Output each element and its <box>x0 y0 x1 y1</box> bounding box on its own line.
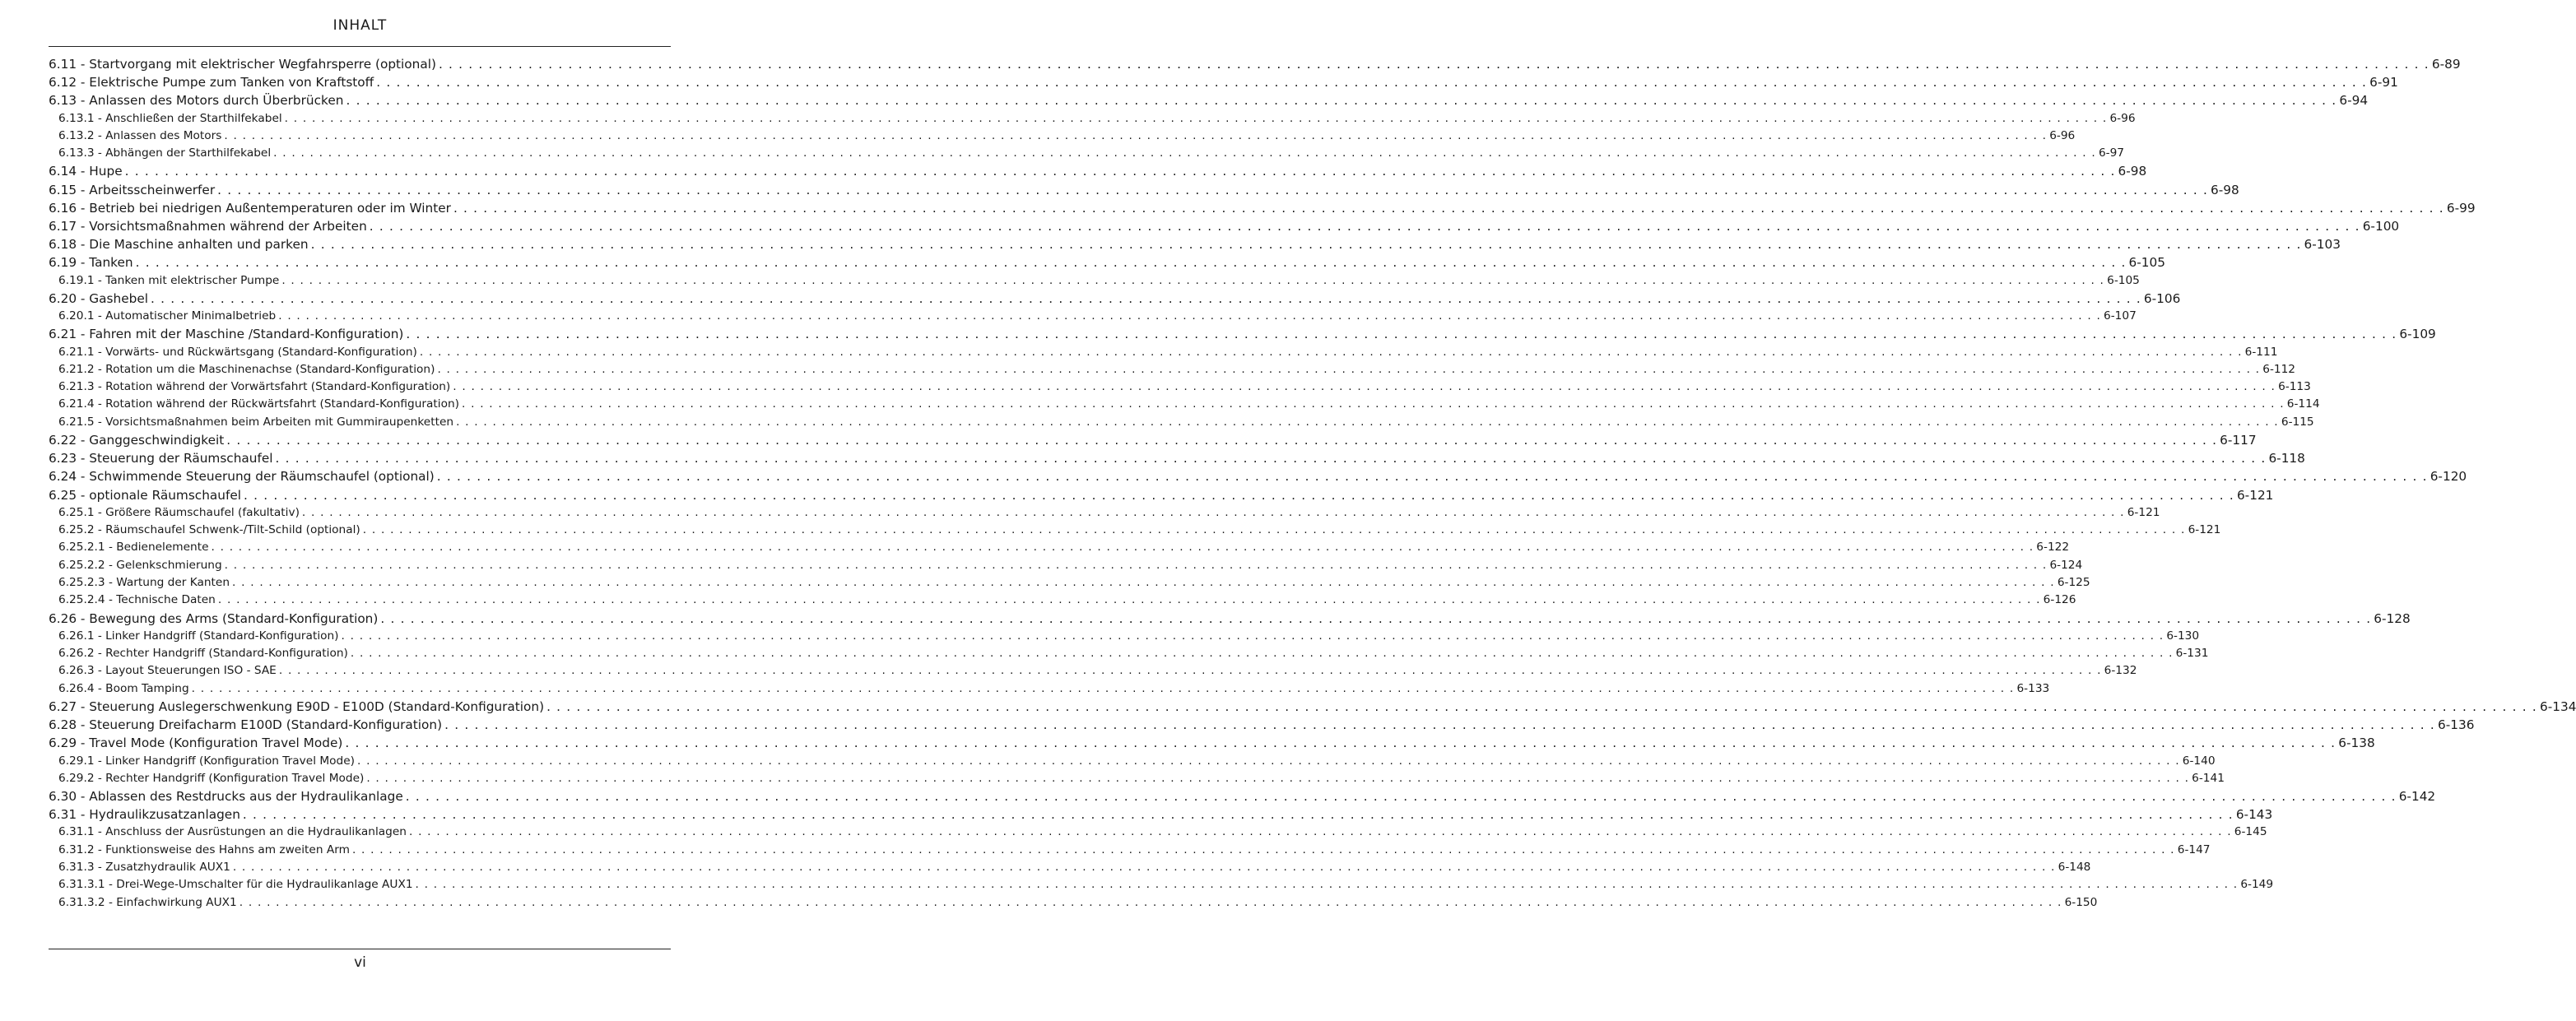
toc-entry-page: 6-121 <box>2188 523 2221 537</box>
toc-entry[interactable] <box>49 522 2221 539</box>
toc-entry[interactable] <box>49 467 2467 485</box>
dot-leader: . . . . . . . . . . . . . . . . . . . . . . . . . . . . . . . . . . . . . . . . . . . . . . . . . . . . . . . . . . . . . . . . . . . . . . . . . . . . . . . . . . . . . . . . . . . . . . . . . . . . . . . . . . . . . . . . . . . . . . . . . . . . . . . . . . . . . . . . . . . . . . . . . . . . . . . . . . . . . . . . . . . . . . . . . . . . . . . . . . . . . . . . . . . . . . . . . . . . . . . . <box>456 415 2279 429</box>
toc-entry-title: 6.26 - Bewegung des Arms (Standard-Konfiguration) <box>49 610 379 626</box>
dot-leader: . . . . . . . . . . . . . . . . . . . . . . . . . . . . . . . . . . . . . . . . . . . . . . . . . . . . . . . . . . . . . . . . . . . . . . . . . . . . . . . . . . . . . . . . . . . . . . . . . . . . . . . . . . . . . . . . . . . . . . . . . . . . . . . . . . . . . . . . . . . . . . . . . . . . . . . . . . . . . . . . . . . . . . . . . . . . . . . . . . . . . . . . . . . . . . . . . . . . . . . . <box>345 736 2337 751</box>
toc-entry[interactable] <box>49 753 2216 770</box>
toc-entry-page: 6-121 <box>2236 487 2274 503</box>
toc-entry[interactable] <box>49 628 2200 645</box>
toc-entry-title: 6.13.3 - Abhängen der Starthilfekabel <box>58 146 272 160</box>
dot-leader: . . . . . . . . . . . . . . . . . . . . . . . . . . . . . . . . . . . . . . . . . . . . . . . . . . . . . . . . . . . . . . . . . . . . . . . . . . . . . . . . . . . . . . . . . . . . . . . . . . . . . . . . . . . . . . . . . . . . . . . . . . . . . . . . . . . . . . . . . . . . . . . . . . . . . . . . . . . . . . . . . . . . . . . . . . . . . . . . . . . . . . . . . . . . . . . . . . . . . . . . <box>150 290 2141 306</box>
toc-entry[interactable] <box>49 162 2147 180</box>
toc-entry-page: 6-130 <box>2166 629 2200 643</box>
dot-leader: . . . . . . . . . . . . . . . . . . . . . . . . . . . . . . . . . . . . . . . . . . . . . . . . . . . . . . . . . . . . . . . . . . . . . . . . . . . . . . . . . . . . . . . . . . . . . . . . . . . . . . . . . . . . . . . . . . . . . . . . . . . . . . . . . . . . . . . . . . . . . . . . . . . . . . . . . . . . . . . . . . . . . . . . . . . . . . . . . . . . . . . . . . . . . . . . . . . . . . . . <box>362 523 2186 537</box>
toc-entry-title: 6.26.2 - Rechter Handgriff (Standard-Konfiguration) <box>58 647 348 661</box>
toc-entry-title: 6.23 - Steuerung der Räumschaufel <box>49 451 273 466</box>
dot-leader: . . . . . . . . . . . . . . . . . . . . . . . . . . . . . . . . . . . . . . . . . . . . . . . . . . . . . . . . . . . . . . . . . . . . . . . . . . . . . . . . . . . . . . . . . . . . . . . . . . . . . . . . . . . . . . . . . . . . . . . . . . . . . . . . . . . . . . . . . . . . . . . . . . . . . . . . . . . . . . . . . . . . . . . . . . . . . . . . . . . . . . . . . . . . . . . . . . . . . . . . <box>380 610 2372 626</box>
dot-leader: . . . . . . . . . . . . . . . . . . . . . . . . . . . . . . . . . . . . . . . . . . . . . . . . . . . . . . . . . . . . . . . . . . . . . . . . . . . . . . . . . . . . . . . . . . . . . . . . . . . . . . . . . . . . . . . . . . . . . . . . . . . . . . . . . . . . . . . . . . . . . . . . . . . . . . . . . . . . . . . . . . . . . . . . . . . . . . . . . . . . . . . . . . . . . . . . . . . . . . . . <box>232 861 2056 875</box>
toc-entry-page: 6-140 <box>2182 754 2216 768</box>
toc-entry[interactable] <box>49 290 2181 308</box>
toc-entry-title: 6.25.2 - Räumschaufel Schwenk-/Tilt-Schild (optional) <box>58 523 360 537</box>
toc-entry[interactable] <box>49 876 2274 893</box>
toc-entry-page: 6-138 <box>2338 736 2375 751</box>
dot-leader: . . . . . . . . . . . . . . . . . . . . . . . . . . . . . . . . . . . . . . . . . . . . . . . . . . . . . . . . . . . . . . . . . . . . . . . . . . . . . . . . . . . . . . . . . . . . . . . . . . . . . . . . . . . . . . . . . . . . . . . . . . . . . . . . . . . . . . . . . . . . . . . . . . . . . . . . . . . . . . . . . . . . . . . . . . . . . . . . . . . . . . . . . . . . . . . . . . . . . . . . <box>438 57 2430 72</box>
toc-entry-page: 6-98 <box>2118 164 2147 179</box>
toc-entry-title: 6.31.1 - Anschluss der Ausrüstungen an die Hydraulikanlagen <box>58 825 407 839</box>
toc-entry-title: 6.20 - Gashebel <box>49 290 148 306</box>
toc-entry-title: 6.28 - Steuerung Dreifacharm E100D (Standard-Konfiguration) <box>49 717 443 733</box>
toc-entry-title: 6.21.1 - Vorwärts- und Rückwärtsgang (Standard-Konfiguration) <box>58 345 417 359</box>
dot-leader: . . . . . . . . . . . . . . . . . . . . . . . . . . . . . . . . . . . . . . . . . . . . . . . . . . . . . . . . . . . . . . . . . . . . . . . . . . . . . . . . . . . . . . . . . . . . . . . . . . . . . . . . . . . . . . . . . . . . . . . . . . . . . . . . . . . . . . . . . . . . . . . . . . . . . . . . . . . . . . . . . . . . . . . . . . . . . . . . . . . . . . . . . . . . . . . . . . . . . . . . <box>350 647 2174 661</box>
dot-leader: . . . . . . . . . . . . . . . . . . . . . . . . . . . . . . . . . . . . . . . . . . . . . . . . . . . . . . . . . . . . . . . . . . . . . . . . . . . . . . . . . . . . . . . . . . . . . . . . . . . . . . . . . . . . . . . . . . . . . . . . . . . . . . . . . . . . . . . . . . . . . . . . . . . . . . . . . . . . . . . . . . . . . . . . . . . . . . . . . . . . . . . . . . . . . . . . . . . . . . . . <box>406 327 2397 342</box>
toc-entry-page: 6-106 <box>2143 290 2181 306</box>
page-number: vi <box>354 954 366 971</box>
toc-entry-page: 6-103 <box>2304 237 2341 253</box>
toc-entry-page: 6-121 <box>2127 505 2160 519</box>
dot-leader: . . . . . . . . . . . . . . . . . . . . . . . . . . . . . . . . . . . . . . . . . . . . . . . . . . . . . . . . . . . . . . . . . . . . . . . . . . . . . . . . . . . . . . . . . . . . . . . . . . . . . . . . . . . . . . . . . . . . . . . . . . . . . . . . . . . . . . . . . . . . . . . . . . . . . . . . . . . . . . . . . . . . . . . . . . . . . . . . . . . . . . . . . . . . . . . . . . . . . . . . <box>376 75 2368 90</box>
toc-entry-title: 6.21 - Fahren mit der Maschine /Standard-Konfiguration) <box>49 327 404 342</box>
toc-entry[interactable] <box>49 574 2090 592</box>
toc-entry[interactable] <box>49 787 2436 805</box>
toc-entry-title: 6.25.2.3 - Wartung der Kanten <box>58 575 230 589</box>
toc-entry-title: 6.26.3 - Layout Steuerungen ISO - SAE <box>58 664 277 678</box>
toc-entry[interactable] <box>49 73 2398 91</box>
dot-leader: . . . . . . . . . . . . . . . . . . . . . . . . . . . . . . . . . . . . . . . . . . . . . . . . . . . . . . . . . . . . . . . . . . . . . . . . . . . . . . . . . . . . . . . . . . . . . . . . . . . . . . . . . . . . . . . . . . . . . . . . . . . . . . . . . . . . . . . . . . . . . . . . . . . . . . . . . . . . . . . . . . . . . . . . . . . . . . . . . . . . . . . . . . . . . . . . . . . . . . . . <box>273 146 2096 160</box>
toc-entry[interactable] <box>49 253 2165 271</box>
toc-entry[interactable] <box>49 734 2375 752</box>
dot-leader: . . . . . . . . . . . . . . . . . . . . . . . . . . . . . . . . . . . . . . . . . . . . . . . . . . . . . . . . . . . . . . . . . . . . . . . . . . . . . . . . . . . . . . . . . . . . . . . . . . . . . . . . . . . . . . . . . . . . . . . . . . . . . . . . . . . . . . . . . . . . . . . . . . . . . . . . . . . . . . . . . . . . . . . . . . . . . . . . . . . . . . . . . . . . . . . . . . . . . . . . <box>351 842 2175 856</box>
toc-entry-page: 6-107 <box>2104 309 2137 323</box>
toc-entry-title: 6.14 - Hupe <box>49 164 123 179</box>
page-header-title: INHALT <box>332 17 388 34</box>
toc-entry-title: 6.15 - Arbeitsscheinwerfer <box>49 182 216 197</box>
toc-entry-title: 6.31.2 - Funktionsweise des Hahns am zweiten Arm <box>58 842 350 856</box>
toc-entry-page: 6-117 <box>2220 433 2257 448</box>
toc-entry[interactable] <box>49 486 2274 504</box>
toc-entry[interactable] <box>49 504 2160 522</box>
toc-entry-title: 6.29.2 - Rechter Handgriff (Konfiguration Travel Mode) <box>58 771 365 785</box>
dot-leader: . . . . . . . . . . . . . . . . . . . . . . . . . . . . . . . . . . . . . . . . . . . . . . . . . . . . . . . . . . . . . . . . . . . . . . . . . . . . . . . . . . . . . . . . . . . . . . . . . . . . . . . . . . . . . . . . . . . . . . . . . . . . . . . . . . . . . . . . . . . . . . . . . . . . . . . . . . . . . . . . . . . . . . . . . . . . . . . . . . . . . . . . . . . . . . . . . . . . . . . . <box>546 698 2537 714</box>
toc-entry-page: 6-112 <box>2262 362 2296 376</box>
toc-entry-page: 6-98 <box>2211 182 2239 197</box>
toc-entry-page: 6-120 <box>2430 469 2467 485</box>
toc-entry-page: 6-145 <box>2234 825 2267 839</box>
toc-entry-title: 6.25.2.2 - Gelenkschmierung <box>58 558 222 572</box>
dot-leader: . . . . . . . . . . . . . . . . . . . . . . . . . . . . . . . . . . . . . . . . . . . . . . . . . . . . . . . . . . . . . . . . . . . . . . . . . . . . . . . . . . . . . . . . . . . . . . . . . . . . . . . . . . . . . . . . . . . . . . . . . . . . . . . . . . . . . . . . . . . . . . . . . . . . . . . . . . . . . . . . . . . . . . . . . . . . . . . . . . . . . . . . . . . . . . . . . . . . . . . . <box>436 469 2428 485</box>
toc-entry[interactable] <box>49 378 2311 396</box>
dot-leader: . . . . . . . . . . . . . . . . . . . . . . . . . . . . . . . . . . . . . . . . . . . . . . . . . . . . . . . . . . . . . . . . . . . . . . . . . . . . . . . . . . . . . . . . . . . . . . . . . . . . . . . . . . . . . . . . . . . . . . . . . . . . . . . . . . . . . . . . . . . . . . . . . . . . . . . . . . . . . . . . . . . . . . . . . . . . . . . . . . . . . . . . . . . . . . . . . . . . . . . . <box>444 717 2435 733</box>
dot-leader: . . . . . . . . . . . . . . . . . . . . . . . . . . . . . . . . . . . . . . . . . . . . . . . . . . . . . . . . . . . . . . . . . . . . . . . . . . . . . . . . . . . . . . . . . . . . . . . . . . . . . . . . . . . . . . . . . . . . . . . . . . . . . . . . . . . . . . . . . . . . . . . . . . . . . . . . . . . . . . . . . . . . . . . . . . . . . . . . . . . . . . . . . . . . . . . . . . . . . . . . <box>408 825 2232 839</box>
toc-entry[interactable] <box>49 199 2476 217</box>
dot-leader: . . . . . . . . . . . . . . . . . . . . . . . . . . . . . . . . . . . . . . . . . . . . . . . . . . . . . . . . . . . . . . . . . . . . . . . . . . . . . . . . . . . . . . . . . . . . . . . . . . . . . . . . . . . . . . . . . . . . . . . . . . . . . . . . . . . . . . . . . . . . . . . . . . . . . . . . . . . . . . . . . . . . . . . . . . . . . . . . . . . . . . . . . . . . . . . . . . . . . . . . <box>369 219 2360 234</box>
toc-entry[interactable] <box>49 539 2070 556</box>
dot-leader: . . . . . . . . . . . . . . . . . . . . . . . . . . . . . . . . . . . . . . . . . . . . . . . . . . . . . . . . . . . . . . . . . . . . . . . . . . . . . . . . . . . . . . . . . . . . . . . . . . . . . . . . . . . . . . . . . . . . . . . . . . . . . . . . . . . . . . . . . . . . . . . . . . . . . . . . . . . . . . . . . . . . . . . . . . . . . . . . . . . . . . . . . . . . . . . . . . . . . . . . <box>275 451 2267 466</box>
toc-entry[interactable] <box>49 770 2225 787</box>
toc-entry-title: 6.25.2.1 - Bedienelemente <box>58 541 209 555</box>
toc-entry[interactable] <box>49 431 2257 449</box>
toc-entry[interactable] <box>49 557 2083 574</box>
toc-entry-page: 6-124 <box>2049 558 2083 572</box>
toc-entry-page: 6-148 <box>2058 861 2091 875</box>
toc-entry[interactable] <box>49 414 2314 431</box>
toc-entry-page: 6-97 <box>2098 146 2125 160</box>
toc-entry[interactable] <box>49 308 2137 325</box>
toc-entry-title: 6.25.1 - Größere Räumschaufel (fakultativ) <box>58 505 300 519</box>
toc-entry-page: 6-126 <box>2043 593 2076 607</box>
toc-entry[interactable] <box>49 396 2320 413</box>
toc-entry-page: 6-143 <box>2235 807 2273 823</box>
toc-entry-title: 6.31.3.1 - Drei-Wege-Umschalter für die Hydraulikanlage AUX1 <box>58 878 413 892</box>
toc-entry[interactable] <box>49 894 2098 912</box>
toc-entry-title: 6.31 - Hydraulikzusatzanlagen <box>49 807 240 823</box>
toc-entry[interactable] <box>49 361 2296 378</box>
header-divider <box>49 46 671 47</box>
toc-entry[interactable] <box>49 698 2576 716</box>
toc-entry-page: 6-142 <box>2398 789 2436 805</box>
toc-entry-title: 6.29 - Travel Mode (Konfiguration Travel Mode) <box>49 736 343 751</box>
toc-entry[interactable] <box>49 181 2239 199</box>
toc-entry-title: 6.30 - Ablassen des Restdrucks aus der Hydraulikanlage <box>49 789 403 805</box>
dot-leader: . . . . . . . . . . . . . . . . . . . . . . . . . . . . . . . . . . . . . . . . . . . . . . . . . . . . . . . . . . . . . . . . . . . . . . . . . . . . . . . . . . . . . . . . . . . . . . . . . . . . . . . . . . . . . . . . . . . . . . . . . . . . . . . . . . . . . . . . . . . . . . . . . . . . . . . . . . . . . . . . . . . . . . . . . . . . . . . . . . . . . . . . . . . . . . . . . . . . . . . . <box>281 273 2105 287</box>
toc-entry[interactable] <box>49 680 2050 698</box>
toc-entry[interactable] <box>49 110 2136 128</box>
dot-leader: . . . . . . . . . . . . . . . . . . . . . . . . . . . . . . . . . . . . . . . . . . . . . . . . . . . . . . . . . . . . . . . . . . . . . . . . . . . . . . . . . . . . . . . . . . . . . . . . . . . . . . . . . . . . . . . . . . . . . . . . . . . . . . . . . . . . . . . . . . . . . . . . . . . . . . . . . . . . . . . . . . . . . . . . . . . . . . . . . . . . . . . . . . . . . . . . . . . . . . . . <box>191 681 2015 695</box>
dot-leader: . . . . . . . . . . . . . . . . . . . . . . . . . . . . . . . . . . . . . . . . . . . . . . . . . . . . . . . . . . . . . . . . . . . . . . . . . . . . . . . . . . . . . . . . . . . . . . . . . . . . . . . . . . . . . . . . . . . . . . . . . . . . . . . . . . . . . . . . . . . . . . . . . . . . . . . . . . . . . . . . . . . . . . . . . . . . . . . . . . . . . . . . . . . . . . . . . . . . . . . . <box>437 362 2261 376</box>
toc-entry[interactable] <box>49 91 2369 109</box>
toc-entry-page: 6-147 <box>2177 842 2211 856</box>
toc-entry-title: 6.13 - Anlassen des Motors durch Überbrücken <box>49 93 344 109</box>
dot-leader: . . . . . . . . . . . . . . . . . . . . . . . . . . . . . . . . . . . . . . . . . . . . . . . . . . . . . . . . . . . . . . . . . . . . . . . . . . . . . . . . . . . . . . . . . . . . . . . . . . . . . . . . . . . . . . . . . . . . . . . . . . . . . . . . . . . . . . . . . . . . . . . . . . . . . . . . . . . . . . . . . . . . . . . . . . . . . . . . . . . . . . . . . . . . . . . . . . . . . . . . <box>405 789 2397 805</box>
toc-entry[interactable] <box>49 449 2305 467</box>
toc-entry-page: 6-118 <box>2268 451 2305 466</box>
toc-entry-page: 6-114 <box>2286 397 2320 411</box>
toc-entry-title: 6.21.5 - Vorsichtsmaßnahmen beim Arbeiten mit Gummiraupenketten <box>58 415 454 429</box>
toc-entry-page: 6-134 <box>2539 698 2576 714</box>
toc-entry[interactable] <box>49 716 2475 734</box>
toc-entry[interactable] <box>49 128 2076 145</box>
toc-entry-page: 6-141 <box>2192 771 2225 785</box>
toc-entry-page: 6-136 <box>2438 717 2475 733</box>
toc-entry-page: 6-125 <box>2057 575 2090 589</box>
toc-entry-page: 6-91 <box>2369 75 2398 90</box>
toc-entry-title: 6.21.3 - Rotation während der Vorwärtsfahrt (Standard-Konfiguration) <box>58 380 451 394</box>
dot-leader: . . . . . . . . . . . . . . . . . . . . . . . . . . . . . . . . . . . . . . . . . . . . . . . . . . . . . . . . . . . . . . . . . . . . . . . . . . . . . . . . . . . . . . . . . . . . . . . . . . . . . . . . . . . . . . . . . . . . . . . . . . . . . . . . . . . . . . . . . . . . . . . . . . . . . . . . . . . . . . . . . . . . . . . . . . . . . . . . . . . . . . . . . . . . . . . . . . . . . . . . <box>135 255 2127 271</box>
toc-entry-page: 6-122 <box>2036 541 2070 555</box>
toc-entry[interactable] <box>49 859 2091 876</box>
toc-entry-title: 6.17 - Vorsichtsmaßnahmen während der Arbeiten <box>49 219 367 234</box>
toc-entry[interactable] <box>49 145 2125 162</box>
toc-entry-title: 6.29.1 - Linker Handgriff (Konfiguration Travel Mode) <box>58 754 355 768</box>
toc-entry[interactable] <box>49 824 2267 841</box>
toc-entry[interactable] <box>49 645 2209 662</box>
dot-leader: . . . . . . . . . . . . . . . . . . . . . . . . . . . . . . . . . . . . . . . . . . . . . . . . . . . . . . . . . . . . . . . . . . . . . . . . . . . . . . . . . . . . . . . . . . . . . . . . . . . . . . . . . . . . . . . . . . . . . . . . . . . . . . . . . . . . . . . . . . . . . . . . . . . . . . . . . . . . . . . . . . . . . . . . . . . . . . . . . . . . . . . . . . . . . . . . . . . . . . . . <box>278 664 2102 678</box>
toc-entry-title: 6.31.3 - Zusatzhydraulik AUX1 <box>58 861 230 875</box>
dot-leader: . . . . . . . . . . . . . . . . . . . . . . . . . . . . . . . . . . . . . . . . . . . . . . . . . . . . . . . . . . . . . . . . . . . . . . . . . . . . . . . . . . . . . . . . . . . . . . . . . . . . . . . . . . . . . . . . . . . . . . . . . . . . . . . . . . . . . . . . . . . . . . . . . . . . . . . . . . . . . . . . . . . . . . . . . . . . . . . . . . . . . . . . . . . . . . . . . . . . . . . . <box>461 397 2285 411</box>
dot-leader: . . . . . . . . . . . . . . . . . . . . . . . . . . . . . . . . . . . . . . . . . . . . . . . . . . . . . . . . . . . . . . . . . . . . . . . . . . . . . . . . . . . . . . . . . . . . . . . . . . . . . . . . . . . . . . . . . . . . . . . . . . . . . . . . . . . . . . . . . . . . . . . . . . . . . . . . . . . . . . . . . . . . . . . . . . . . . . . . . . . . . . . . . . . . . . . . . . . . . . . . <box>284 111 2108 125</box>
toc-entry-page: 6-128 <box>2374 610 2411 626</box>
toc-entry-title: 6.24 - Schwimmende Steuerung der Räumschaufel (optional) <box>49 469 435 485</box>
toc-entry[interactable] <box>49 805 2273 824</box>
toc-entry-title: 6.21.2 - Rotation um die Maschinenachse (Standard-Konfiguration) <box>58 362 435 376</box>
dot-leader: . . . . . . . . . . . . . . . . . . . . . . . . . . . . . . . . . . . . . . . . . . . . . . . . . . . . . . . . . . . . . . . . . . . . . . . . . . . . . . . . . . . . . . . . . . . . . . . . . . . . . . . . . . . . . . . . . . . . . . . . . . . . . . . . . . . . . . . . . . . . . . . . . . . . . . . . . . . . . . . . . . . . . . . . . . . . . . . . . . . . . . . . . . . . . . . . . . . . . . . . <box>366 771 2190 785</box>
toc-entry-page: 6-132 <box>2104 664 2137 678</box>
toc-entry-title: 6.16 - Betrieb bei niedrigen Außentemperaturen oder im Winter <box>49 200 451 216</box>
dot-leader: . . . . . . . . . . . . . . . . . . . . . . . . . . . . . . . . . . . . . . . . . . . . . . . . . . . . . . . . . . . . . . . . . . . . . . . . . . . . . . . . . . . . . . . . . . . . . . . . . . . . . . . . . . . . . . . . . . . . . . . . . . . . . . . . . . . . . . . . . . . . . . . . . . . . . . . . . . . . . . . . . . . . . . . . . . . . . . . . . . . . . . . . . . . . . . . . . . . . . . . . <box>278 309 2102 323</box>
toc-entry-title: 6.27 - Steuerung Auslegerschwenkung E90D - E100D (Standard-Konfiguration) <box>49 698 545 714</box>
dot-leader: . . . . . . . . . . . . . . . . . . . . . . . . . . . . . . . . . . . . . . . . . . . . . . . . . . . . . . . . . . . . . . . . . . . . . . . . . . . . . . . . . . . . . . . . . . . . . . . . . . . . . . . . . . . . . . . . . . . . . . . . . . . . . . . . . . . . . . . . . . . . . . . . . . . . . . . . . . . . . . . . . . . . . . . . . . . . . . . . . . . . . . . . . . . . . . . . . . . . . . . . <box>226 433 2218 448</box>
toc-entry-page: 6-113 <box>2278 380 2311 394</box>
dot-leader: . . . . . . . . . . . . . . . . . . . . . . . . . . . . . . . . . . . . . . . . . . . . . . . . . . . . . . . . . . . . . . . . . . . . . . . . . . . . . . . . . . . . . . . . . . . . . . . . . . . . . . . . . . . . . . . . . . . . . . . . . . . . . . . . . . . . . . . . . . . . . . . . . . . . . . . . . . . . . . . . . . . . . . . . . . . . . . . . . . . . . . . . . . . . . . . . . . . . . . . . <box>346 93 2337 109</box>
dot-leader: . . . . . . . . . . . . . . . . . . . . . . . . . . . . . . . . . . . . . . . . . . . . . . . . . . . . . . . . . . . . . . . . . . . . . . . . . . . . . . . . . . . . . . . . . . . . . . . . . . . . . . . . . . . . . . . . . . . . . . . . . . . . . . . . . . . . . . . . . . . . . . . . . . . . . . . . . . . . . . . . . . . . . . . . . . . . . . . . . . . . . . . . . . . . . . . . . . . . . . . . <box>224 128 2048 142</box>
dot-leader: . . . . . . . . . . . . . . . . . . . . . . . . . . . . . . . . . . . . . . . . . . . . . . . . . . . . . . . . . . . . . . . . . . . . . . . . . . . . . . . . . . . . . . . . . . . . . . . . . . . . . . . . . . . . . . . . . . . . . . . . . . . . . . . . . . . . . . . . . . . . . . . . . . . . . . . . . . . . . . . . . . . . . . . . . . . . . . . . . . . . . . . . . . . . . . . . . . . . . . . . <box>341 629 2164 643</box>
dot-leader: . . . . . . . . . . . . . . . . . . . . . . . . . . . . . . . . . . . . . . . . . . . . . . . . . . . . . . . . . . . . . . . . . . . . . . . . . . . . . . . . . . . . . . . . . . . . . . . . . . . . . . . . . . . . . . . . . . . . . . . . . . . . . . . . . . . . . . . . . . . . . . . . . . . . . . . . . . . . . . . . . . . . . . . . . . . . . . . . . . . . . . . . . . . . . . . . . . . . . . . . <box>217 182 2209 197</box>
dot-leader: . . . . . . . . . . . . . . . . . . . . . . . . . . . . . . . . . . . . . . . . . . . . . . . . . . . . . . . . . . . . . . . . . . . . . . . . . . . . . . . . . . . . . . . . . . . . . . . . . . . . . . . . . . . . . . . . . . . . . . . . . . . . . . . . . . . . . . . . . . . . . . . . . . . . . . . . . . . . . . . . . . . . . . . . . . . . . . . . . . . . . . . . . . . . . . . . . . . . . . . . <box>356 754 2180 768</box>
dot-leader: . . . . . . . . . . . . . . . . . . . . . . . . . . . . . . . . . . . . . . . . . . . . . . . . . . . . . . . . . . . . . . . . . . . . . . . . . . . . . . . . . . . . . . . . . . . . . . . . . . . . . . . . . . . . . . . . . . . . . . . . . . . . . . . . . . . . . . . . . . . . . . . . . . . . . . . . . . . . . . . . . . . . . . . . . . . . . . . . . . . . . . . . . . . . . . . . . . . . . . . . <box>244 487 2234 503</box>
toc-entry-page: 6-149 <box>2240 878 2274 892</box>
dot-leader: . . . . . . . . . . . . . . . . . . . . . . . . . . . . . . . . . . . . . . . . . . . . . . . . . . . . . . . . . . . . . . . . . . . . . . . . . . . . . . . . . . . . . . . . . . . . . . . . . . . . . . . . . . . . . . . . . . . . . . . . . . . . . . . . . . . . . . . . . . . . . . . . . . . . . . . . . . . . . . . . . . . . . . . . . . . . . . . . . . . . . . . . . . . . . . . . . . . . . . . . <box>232 575 2055 589</box>
dot-leader: . . . . . . . . . . . . . . . . . . . . . . . . . . . . . . . . . . . . . . . . . . . . . . . . . . . . . . . . . . . . . . . . . . . . . . . . . . . . . . . . . . . . . . . . . . . . . . . . . . . . . . . . . . . . . . . . . . . . . . . . . . . . . . . . . . . . . . . . . . . . . . . . . . . . . . . . . . . . . . . . . . . . . . . . . . . . . . . . . . . . . . . . . . . . . . . . . . . . . . . . <box>217 593 2041 607</box>
dot-leader: . . . . . . . . . . . . . . . . . . . . . . . . . . . . . . . . . . . . . . . . . . . . . . . . . . . . . . . . . . . . . . . . . . . . . . . . . . . . . . . . . . . . . . . . . . . . . . . . . . . . . . . . . . . . . . . . . . . . . . . . . . . . . . . . . . . . . . . . . . . . . . . . . . . . . . . . . . . . . . . . . . . . . . . . . . . . . . . . . . . . . . . . . . . . . . . . . . . . . . . . <box>419 345 2243 359</box>
toc-entry[interactable] <box>49 610 2411 628</box>
toc-entry-title: 6.13.1 - Anschließen der Starthilfekabel <box>58 111 282 125</box>
toc-entry[interactable] <box>49 592 2076 609</box>
toc-entry-page: 6-133 <box>2016 681 2050 695</box>
dot-leader: . . . . . . . . . . . . . . . . . . . . . . . . . . . . . . . . . . . . . . . . . . . . . . . . . . . . . . . . . . . . . . . . . . . . . . . . . . . . . . . . . . . . . . . . . . . . . . . . . . . . . . . . . . . . . . . . . . . . . . . . . . . . . . . . . . . . . . . . . . . . . . . . . . . . . . . . . . . . . . . . . . . . . . . . . . . . . . . . . . . . . . . . . . . . . . . . . . . . . . . . <box>224 558 2048 572</box>
toc-entry-page: 6-150 <box>2064 895 2098 909</box>
toc-entry-page: 6-99 <box>2446 200 2476 216</box>
toc-entry-page: 6-100 <box>2362 219 2400 234</box>
toc-entry-title: 6.18 - Die Maschine anhalten und parken <box>49 237 309 253</box>
table-of-contents <box>49 55 2576 912</box>
toc-entry-title: 6.11 - Startvorgang mit elektrischer Wegfahrsperre (optional) <box>49 57 436 72</box>
toc-entry-page: 6-96 <box>2109 111 2136 125</box>
toc-entry-title: 6.13.2 - Anlassen des Motors <box>58 128 222 142</box>
toc-entry[interactable] <box>49 217 2400 235</box>
toc-entry-page: 6-131 <box>2175 647 2209 661</box>
toc-entry-title: 6.26.1 - Linker Handgriff (Standard-Konfiguration) <box>58 629 339 643</box>
dot-leader: . . . . . . . . . . . . . . . . . . . . . . . . . . . . . . . . . . . . . . . . . . . . . . . . . . . . . . . . . . . . . . . . . . . . . . . . . . . . . . . . . . . . . . . . . . . . . . . . . . . . . . . . . . . . . . . . . . . . . . . . . . . . . . . . . . . . . . . . . . . . . . . . . . . . . . . . . . . . . . . . . . . . . . . . . . . . . . . . . . . . . . . . . . . . . . . . . . . . . . . . <box>310 237 2302 253</box>
toc-entry-page: 6-105 <box>2107 273 2140 287</box>
toc-entry-page: 6-89 <box>2431 57 2461 72</box>
toc-entry[interactable] <box>49 235 2341 253</box>
toc-entry-page: 6-109 <box>2399 327 2436 342</box>
dot-leader: . . . . . . . . . . . . . . . . . . . . . . . . . . . . . . . . . . . . . . . . . . . . . . . . . . . . . . . . . . . . . . . . . . . . . . . . . . . . . . . . . . . . . . . . . . . . . . . . . . . . . . . . . . . . . . . . . . . . . . . . . . . . . . . . . . . . . . . . . . . . . . . . . . . . . . . . . . . . . . . . . . . . . . . . . . . . . . . . . . . . . . . . . . . . . . . . . . . . . . . . <box>239 895 2062 909</box>
toc-entry-title: 6.25 - optionale Räumschaufel <box>49 487 242 503</box>
dot-leader: . . . . . . . . . . . . . . . . . . . . . . . . . . . . . . . . . . . . . . . . . . . . . . . . . . . . . . . . . . . . . . . . . . . . . . . . . . . . . . . . . . . . . . . . . . . . . . . . . . . . . . . . . . . . . . . . . . . . . . . . . . . . . . . . . . . . . . . . . . . . . . . . . . . . . . . . . . . . . . . . . . . . . . . . . . . . . . . . . . . . . . . . . . . . . . . . . . . . . . . . <box>453 200 2444 216</box>
toc-entry-title: 6.19 - Tanken <box>49 255 133 271</box>
toc-entry-page: 6-115 <box>2281 415 2314 429</box>
toc-entry-page: 6-96 <box>2049 128 2076 142</box>
toc-entry-page: 6-111 <box>2244 345 2278 359</box>
toc-entry[interactable] <box>49 272 2140 290</box>
toc-entry[interactable] <box>49 325 2436 343</box>
toc-entry-title: 6.25.2.4 - Technische Daten <box>58 593 216 607</box>
toc-entry-title: 6.21.4 - Rotation während der Rückwärtsfahrt (Standard-Konfiguration) <box>58 397 459 411</box>
dot-leader: . . . . . . . . . . . . . . . . . . . . . . . . . . . . . . . . . . . . . . . . . . . . . . . . . . . . . . . . . . . . . . . . . . . . . . . . . . . . . . . . . . . . . . . . . . . . . . . . . . . . . . . . . . . . . . . . . . . . . . . . . . . . . . . . . . . . . . . . . . . . . . . . . . . . . . . . . . . . . . . . . . . . . . . . . . . . . . . . . . . . . . . . . . . . . . . . . . . . . . . . <box>453 380 2276 394</box>
toc-entry[interactable] <box>49 344 2278 361</box>
dot-leader: . . . . . . . . . . . . . . . . . . . . . . . . . . . . . . . . . . . . . . . . . . . . . . . . . . . . . . . . . . . . . . . . . . . . . . . . . . . . . . . . . . . . . . . . . . . . . . . . . . . . . . . . . . . . . . . . . . . . . . . . . . . . . . . . . . . . . . . . . . . . . . . . . . . . . . . . . . . . . . . . . . . . . . . . . . . . . . . . . . . . . . . . . . . . . . . . . . . . . . . . <box>415 878 2239 892</box>
toc-entry[interactable] <box>49 842 2211 859</box>
toc-entry-title: 6.12 - Elektrische Pumpe zum Tanken von Kraftstoff <box>49 75 374 90</box>
dot-leader: . . . . . . . . . . . . . . . . . . . . . . . . . . . . . . . . . . . . . . . . . . . . . . . . . . . . . . . . . . . . . . . . . . . . . . . . . . . . . . . . . . . . . . . . . . . . . . . . . . . . . . . . . . . . . . . . . . . . . . . . . . . . . . . . . . . . . . . . . . . . . . . . . . . . . . . . . . . . . . . . . . . . . . . . . . . . . . . . . . . . . . . . . . . . . . . . . . . . . . . . <box>124 164 2116 179</box>
toc-entry-page: 6-94 <box>2339 93 2369 109</box>
toc-entry-title: 6.26.4 - Boom Tamping <box>58 681 189 695</box>
toc-entry-title: 6.20.1 - Automatischer Minimalbetrieb <box>58 309 277 323</box>
toc-entry[interactable] <box>49 662 2137 680</box>
dot-leader: . . . . . . . . . . . . . . . . . . . . . . . . . . . . . . . . . . . . . . . . . . . . . . . . . . . . . . . . . . . . . . . . . . . . . . . . . . . . . . . . . . . . . . . . . . . . . . . . . . . . . . . . . . . . . . . . . . . . . . . . . . . . . . . . . . . . . . . . . . . . . . . . . . . . . . . . . . . . . . . . . . . . . . . . . . . . . . . . . . . . . . . . . . . . . . . . . . . . . . . . <box>211 541 2034 555</box>
dot-leader: . . . . . . . . . . . . . . . . . . . . . . . . . . . . . . . . . . . . . . . . . . . . . . . . . . . . . . . . . . . . . . . . . . . . . . . . . . . . . . . . . . . . . . . . . . . . . . . . . . . . . . . . . . . . . . . . . . . . . . . . . . . . . . . . . . . . . . . . . . . . . . . . . . . . . . . . . . . . . . . . . . . . . . . . . . . . . . . . . . . . . . . . . . . . . . . . . . . . . . . . <box>301 505 2125 519</box>
toc-entry-page: 6-105 <box>2128 255 2165 271</box>
toc-entry-title: 6.31.3.2 - Einfachwirkung AUX1 <box>58 895 237 909</box>
toc-entry[interactable] <box>49 55 2461 73</box>
toc-entry-title: 6.22 - Ganggeschwindigkeit <box>49 433 225 448</box>
toc-entry-title: 6.19.1 - Tanken mit elektrischer Pumpe <box>58 273 280 287</box>
dot-leader: . . . . . . . . . . . . . . . . . . . . . . . . . . . . . . . . . . . . . . . . . . . . . . . . . . . . . . . . . . . . . . . . . . . . . . . . . . . . . . . . . . . . . . . . . . . . . . . . . . . . . . . . . . . . . . . . . . . . . . . . . . . . . . . . . . . . . . . . . . . . . . . . . . . . . . . . . . . . . . . . . . . . . . . . . . . . . . . . . . . . . . . . . . . . . . . . . . . . . . . . <box>242 807 2234 823</box>
